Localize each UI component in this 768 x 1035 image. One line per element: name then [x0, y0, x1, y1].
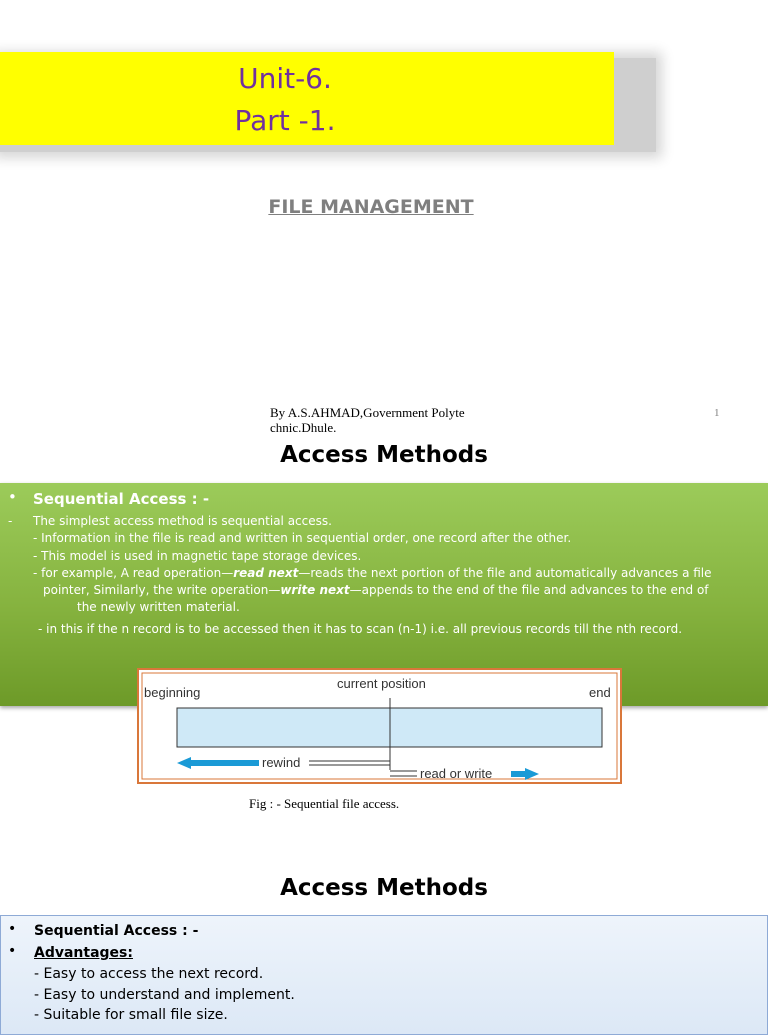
dash-marker: - — [8, 514, 13, 528]
line-4-a: - for example, A read operation— — [33, 566, 234, 580]
read-next-term: read next — [233, 566, 299, 580]
advantage-1: - Easy to access the next record. — [34, 966, 264, 982]
footer-author — [270, 405, 510, 435]
figure-caption: Fig : - Sequential file access. — [249, 796, 400, 811]
footer-line-2: chnic.Dhule. — [270, 420, 337, 435]
line-2: - Information in the file is read and written in sequential order, one record after the other. — [33, 531, 572, 545]
page-number: 1 — [714, 407, 720, 419]
rw-arrow-shaft — [511, 771, 525, 777]
advantages-heading: Sequential Access : - — [34, 923, 199, 939]
label-beginning: beginning — [144, 685, 201, 700]
advantages-label: Advantages: — [34, 945, 133, 961]
panel-heading: Sequential Access : - — [33, 490, 210, 508]
advantage-2: - Easy to understand and implement. — [34, 987, 295, 1003]
sequential-access-figure — [137, 668, 622, 784]
figure-svg — [137, 668, 622, 784]
footer-line-1: By A.S.AHMAD,Government Polyte — [270, 405, 465, 420]
title-part: Part -1. — [234, 104, 336, 137]
rewind-arrow-head — [177, 757, 191, 769]
bullet-icon: • — [8, 943, 17, 959]
line-4-b: —reads the next portion of the file and automatically advances a file — [298, 566, 712, 580]
line-5-a: pointer, Similarly, the write operation— — [43, 583, 281, 597]
subtitle: FILE MANAGEMENT — [268, 196, 474, 218]
label-current-position: current position — [337, 676, 426, 691]
line-7: - in this if the n record is to be accessed then it has to scan (n-1) i.e. all previous records till the nth record. — [38, 622, 683, 636]
advantages-panel — [0, 915, 768, 1035]
line-3: - This model is used in magnetic tape storage devices. — [33, 549, 362, 563]
line-6: the newly written material. — [77, 600, 240, 614]
title-unit: Unit-6. — [238, 62, 332, 95]
label-end: end — [589, 685, 611, 700]
label-read-or-write: read or write — [420, 766, 493, 781]
bullet-icon: • — [8, 921, 17, 937]
label-rewind: rewind — [262, 755, 301, 770]
slide2-heading: Access Methods — [280, 442, 488, 468]
write-next-term: write next — [280, 583, 350, 597]
rewind-arrow-shaft — [191, 760, 259, 766]
slide3-heading: Access Methods — [280, 875, 488, 901]
advantage-3: - Suitable for small file size. — [34, 1007, 228, 1023]
line-1: The simplest access method is sequential access. — [33, 514, 332, 528]
line-4 — [33, 565, 712, 582]
title-box — [0, 52, 614, 145]
line-5-b: —appends to the end of the file and advances to the end of — [349, 583, 709, 597]
bullet-icon: • — [8, 488, 17, 506]
rw-arrow-head — [525, 768, 539, 780]
line-5 — [43, 582, 709, 599]
